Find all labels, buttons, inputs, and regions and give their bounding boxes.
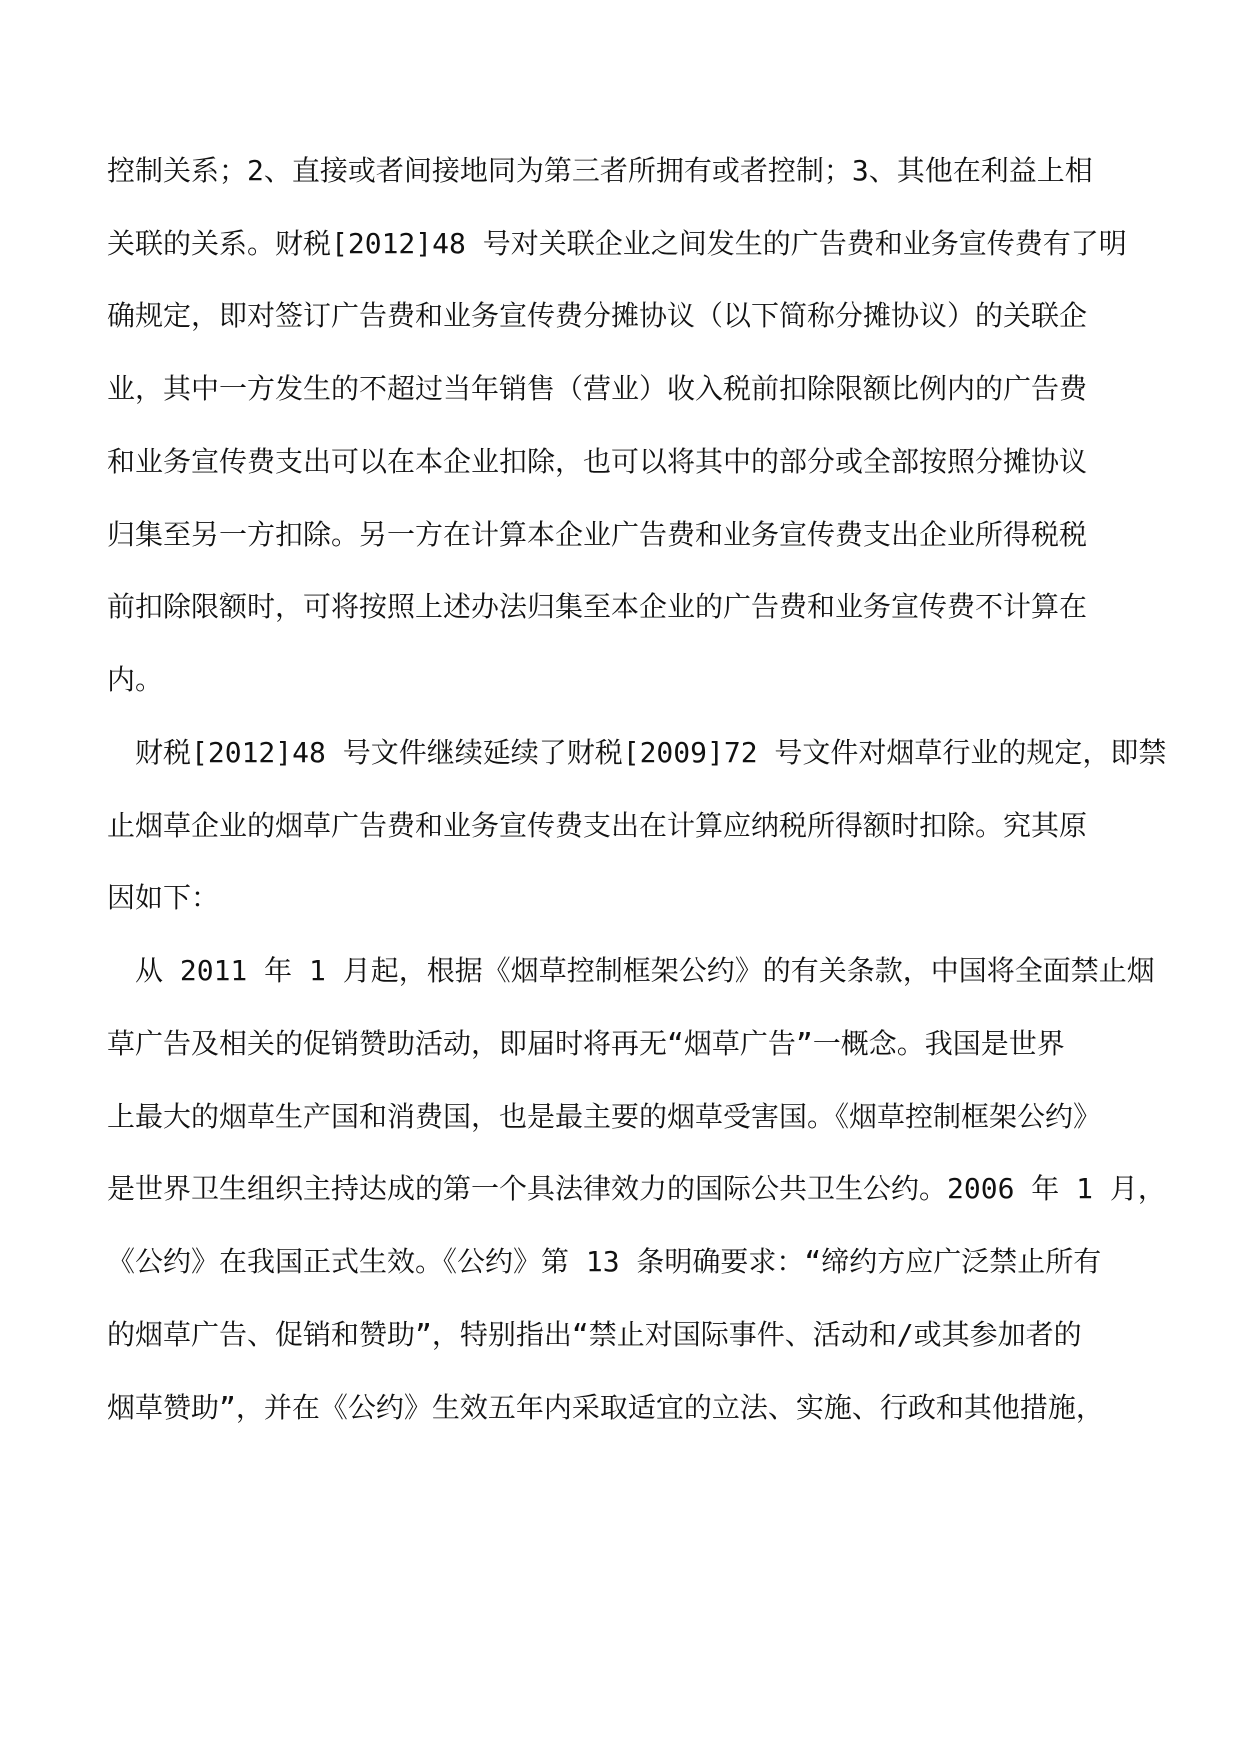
text-line-18: 烟草赞助”，并在《公约》生效五年内采取适宜的立法、实施、行政和其他措施，	[107, 1391, 1104, 1424]
text-line-7: 前扣除限额时，可将按照上述办法归集至本企业的广告费和业务宣传费不计算在	[107, 590, 1088, 623]
text-line-14: 上最大的烟草生产国和消费国，也是最主要的烟草受害国。《烟草控制框架公约》	[107, 1100, 1102, 1133]
text-line-11: 因如下：	[107, 881, 220, 914]
text-line-17: 的烟草广告、促销和赞助”，特别指出“禁止对国际事件、活动和/或其参加者的	[107, 1318, 1082, 1351]
text-line-9: 财税[2012]48 号文件继续延续了财税[2009]72 号文件对烟草行业的规定，即禁	[135, 736, 1167, 769]
text-line-1: 控制关系；2、直接或者间接地同为第三者所拥有或者控制；3、其他在利益上相	[107, 154, 1093, 187]
text-line-4: 业，其中一方发生的不超过当年销售（营业）收入税前扣除限额比例内的广告费	[107, 372, 1088, 405]
text-line-13: 草广告及相关的促销赞助活动，即届时将再无“烟草广告”一概念。我国是世界	[107, 1027, 1065, 1060]
text-line-12: 从 2011 年 1 月起，根据《烟草控制框架公约》的有关条款，中国将全面禁止烟	[135, 954, 1155, 987]
text-line-5: 和业务宣传费支出可以在本企业扣除，也可以将其中的部分或全部按照分摊协议	[107, 445, 1088, 478]
text-line-16: 《公约》在我国正式生效。《公约》第 13 条明确要求：“缔约方应广泛禁止所有	[107, 1245, 1102, 1278]
text-line-8: 内。	[107, 663, 164, 696]
text-line-2: 关联的关系。财税[2012]48 号对关联企业之间发生的广告费和业务宣传费有了明	[107, 227, 1127, 260]
text-line-15: 是世界卫生组织主持达成的第一个具法律效力的国际公共卫生公约。2006 年 1 月，	[107, 1172, 1166, 1205]
text-line-6: 归集至另一方扣除。另一方在计算本企业广告费和业务宣传费支出企业所得税税	[107, 518, 1088, 551]
text-line-10: 止烟草企业的烟草广告费和业务宣传费支出在计算应纳税所得额时扣除。究其原	[107, 809, 1088, 842]
text-line-3: 确规定，即对签订广告费和业务宣传费分摊协议（以下简称分摊协议）的关联企	[107, 299, 1088, 332]
